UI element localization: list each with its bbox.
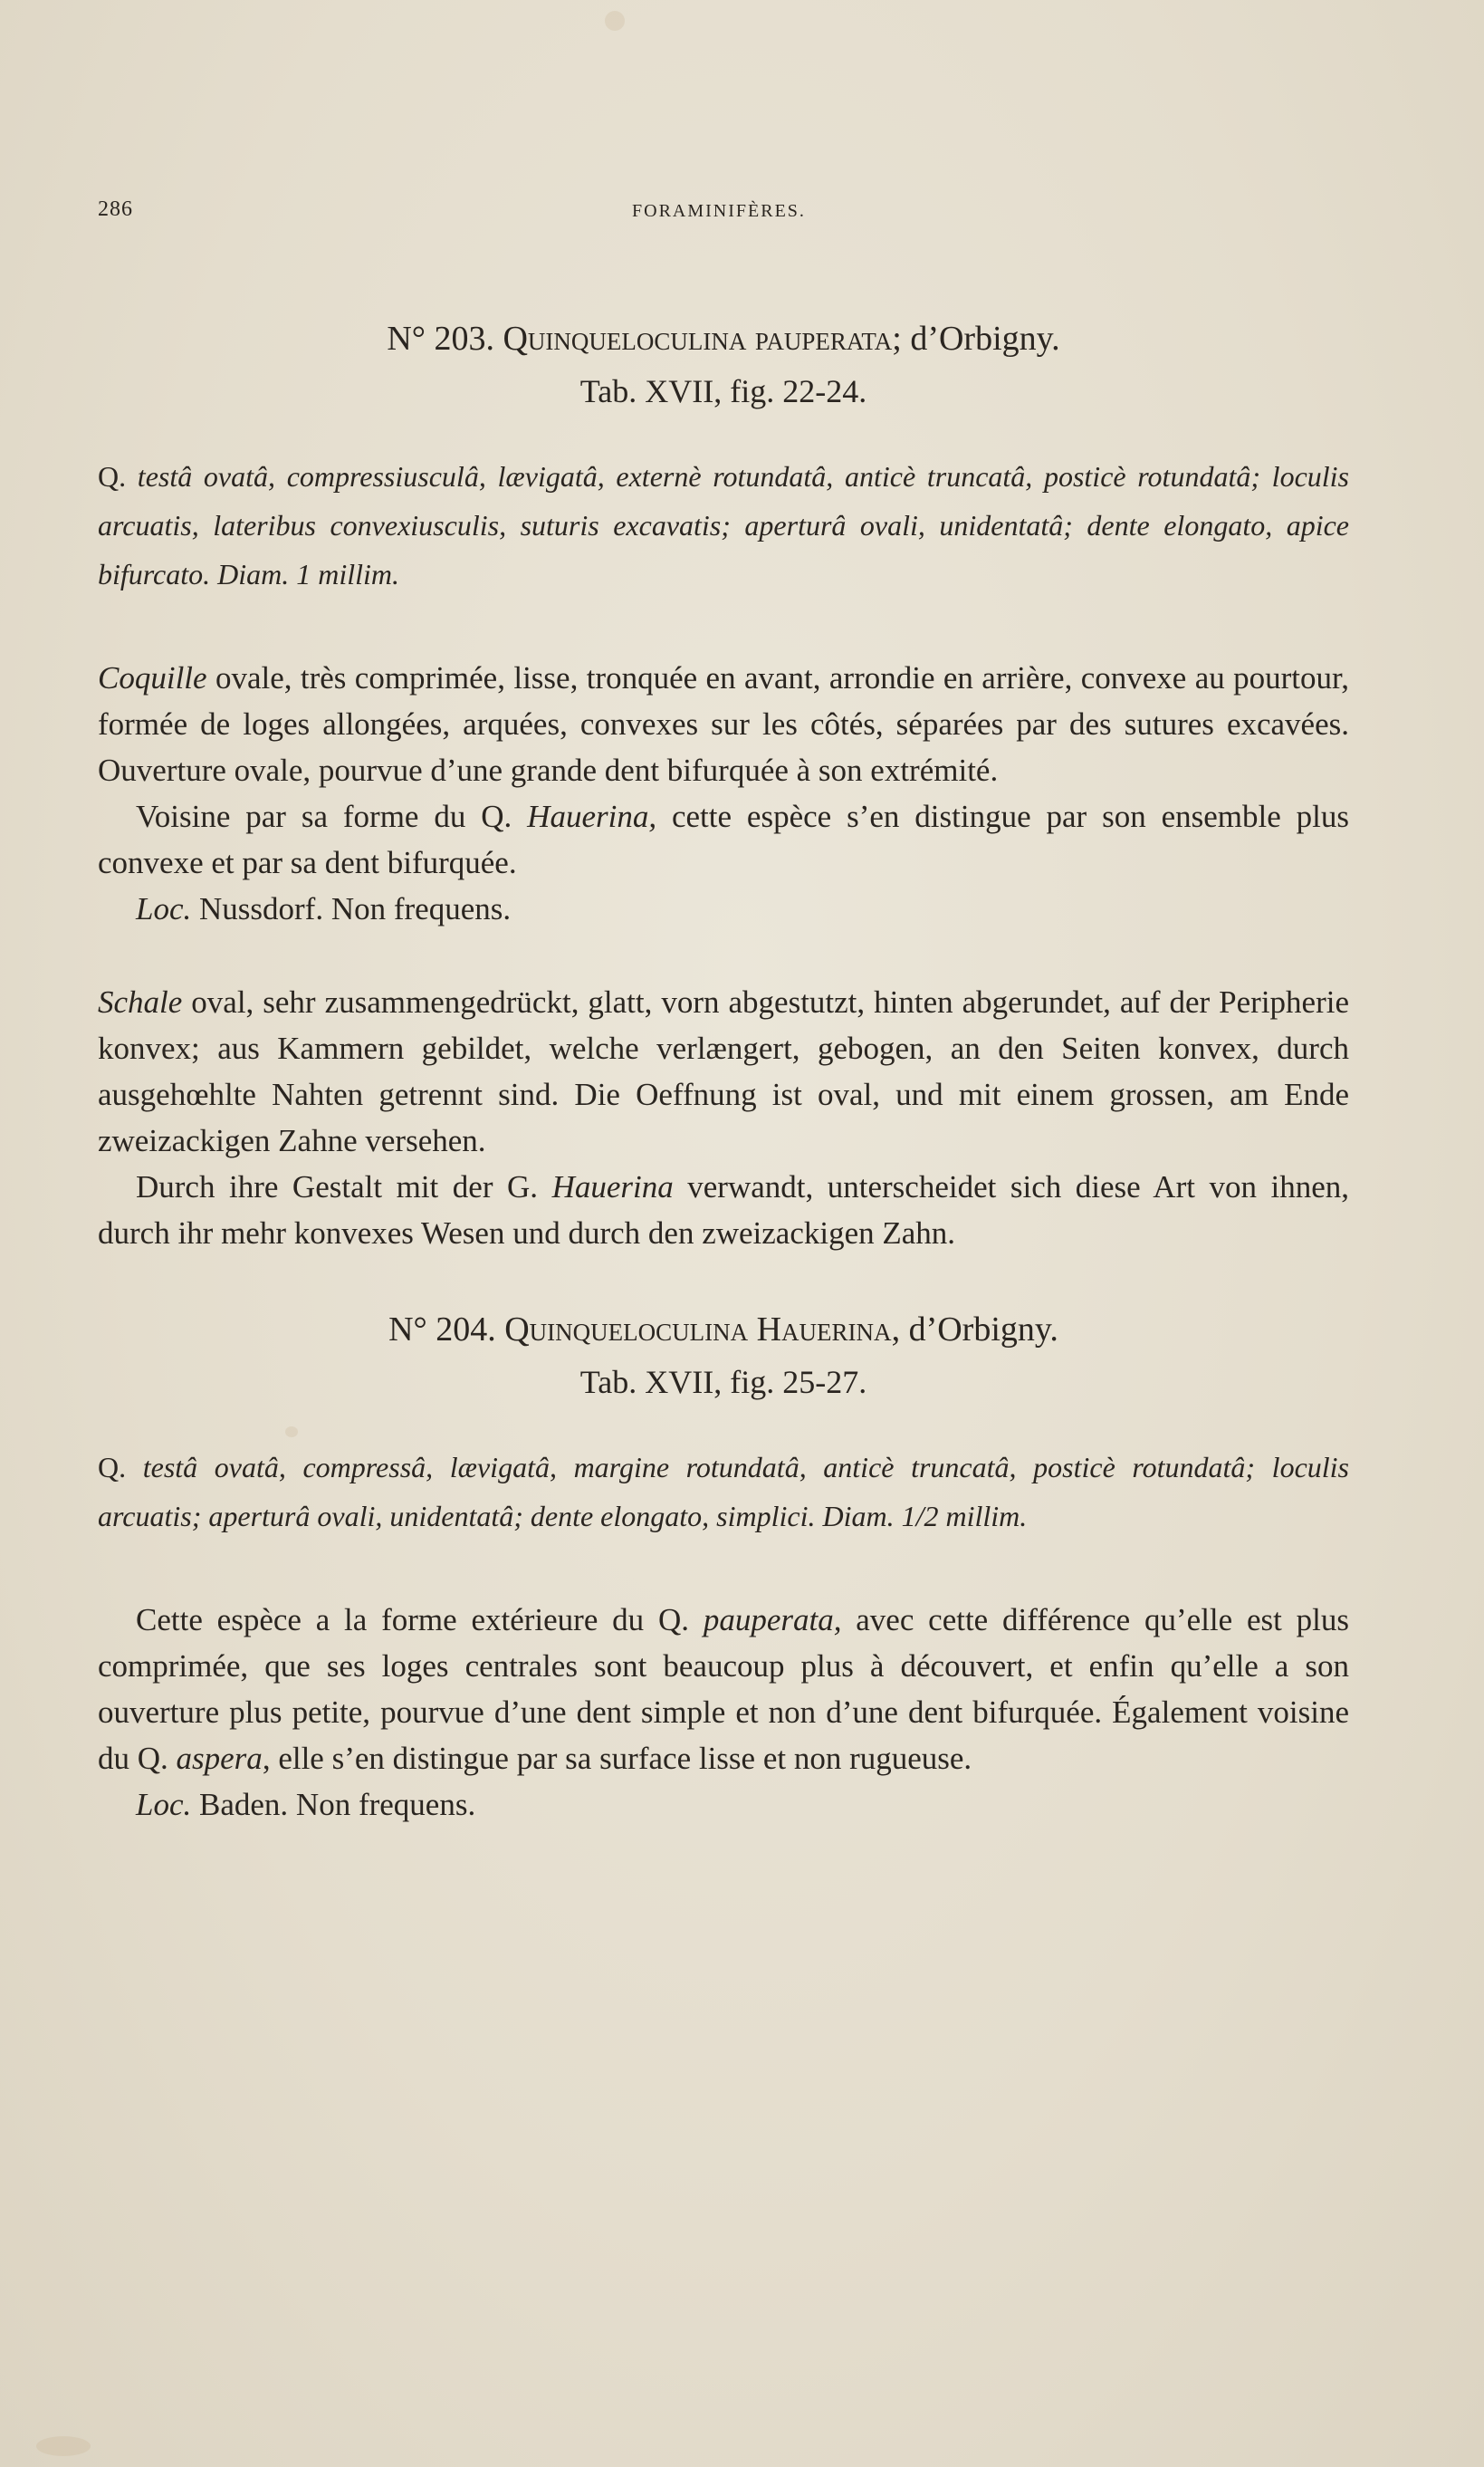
species-author: d’Orbigny. (908, 1310, 1058, 1349)
german-lead-word: Schale (98, 984, 183, 1020)
german-description (98, 979, 1349, 1164)
locality-line (98, 1781, 1349, 1828)
locality-label: Loc. (136, 1787, 192, 1822)
foxing-spot (605, 11, 625, 31)
title-separator: , (891, 1310, 901, 1349)
comparison-text: verwandt, unterscheidet sich diese Art von ihnen, durch ihr mehr konvexes Wesen und durch den zweizackigen Zahn. (98, 1169, 1350, 1251)
french-description-text: ovale, très comprimée, lisse, tronquée en avant, arrondie en arrière, convexe au pourtour, formée de loges allongées, arquées, convexes sur les côtés, séparées par des sutures excavées. Ouverture ovale, pourvue d’une grande dent bifurquée à son extrémité. (98, 660, 1349, 788)
german-comparison (98, 1164, 1349, 1256)
locality-text: Baden. Non frequens. (191, 1787, 476, 1822)
page-header (98, 197, 1349, 234)
french-description (98, 655, 1349, 793)
genus-abbreviation: Q. (98, 460, 127, 493)
species-name: Quinqueloculina pauperata (503, 320, 893, 358)
comparison-text: Voisine par sa forme du Q. (136, 799, 528, 834)
page-number: 286 (98, 197, 133, 221)
entry-title (98, 312, 1349, 365)
latin-diagnosis (98, 452, 1349, 599)
latin-diagnosis (98, 1443, 1349, 1541)
compared-species: Hauerina, (527, 799, 657, 834)
genus-abbreviation: Q. (98, 1451, 127, 1483)
species-entry-204 (98, 1303, 1349, 1828)
french-description-text: Cette espèce a la forme extérieure du Q. (136, 1602, 704, 1637)
french-description-text: , elle s’en distingue par sa surface lisse et non rugueuse. (262, 1741, 972, 1776)
compared-species: Hauerina (551, 1169, 674, 1205)
german-description-text: oval, sehr zusammengedrückt, glatt, vorn abgestutzt, hinten abgerundet, auf der Peripherie konvex; aus Kammern gebildet, welche verlængert, gebogen, an den Seiten konvex, durch ausgehœhlte Nahten getrennt sind. Die Oeffnung ist oval, und mit einem grossen, am Ende zweizackigen Zahne versehen. (98, 984, 1349, 1158)
foxing-spot (36, 2436, 91, 2456)
locality-text: Nussdorf. Non frequens. (191, 891, 512, 926)
french-comparison (98, 793, 1349, 886)
plate-reference: Tab. XVII, fig. 22-24. (579, 373, 867, 409)
locality-line (98, 886, 1349, 932)
comparison-text: Durch ihre Gestalt mit der G. (136, 1169, 552, 1205)
compared-species: pauperata, (703, 1602, 842, 1637)
latin-description: testâ ovatâ, compressâ, lævigatâ, margine rotundatâ, anticè truncatâ, posticè rotundatâ; loculis arcuatis; aperturâ ovali, unidentatâ; dente elongato, simplici. Diam. 1/2 millim. (98, 1451, 1350, 1532)
french-description-text: avec cette différence qu’elle est plus comprimée, que ses loges centrales sont beaucoup plus à découvert, et enfin qu’elle a son ouverture plus petite, pourvue d’une dent simple et non d’une dent bifurquée. Également voisine du Q. (98, 1602, 1349, 1776)
entry-number: N° 204. (388, 1310, 496, 1349)
species-author: d’Orbigny. (910, 320, 1060, 358)
compared-species: aspera (176, 1741, 263, 1776)
entry-number: N° 203. (387, 320, 494, 358)
entry-title (98, 1303, 1349, 1356)
french-lead-word: Coquille (98, 660, 207, 696)
running-head: FORAMINIFÈRES. (632, 201, 806, 221)
french-description (98, 1597, 1349, 1781)
latin-description: testâ ovatâ, compressiusculâ, lævigatâ, externè rotundatâ, anticè truncatâ, posticè rotundatâ; loculis arcuatis, lateribus convexiusculis, suturis excavatis; aperturâ ovali, unidentatâ; dente elongato, apice bifurcato. Diam. 1 millim. (98, 460, 1350, 590)
locality-label: Loc. (136, 891, 192, 926)
title-separator: ; (892, 320, 902, 358)
species-name: Quinqueloculina Hauerina (504, 1310, 892, 1349)
plate-reference: Tab. XVII, fig. 25-27. (579, 1364, 867, 1400)
page-content (98, 312, 1349, 1828)
comparison-text: cette espèce s’en distingue par son ensemble plus convexe et par sa dent bifurquée. (98, 799, 1349, 880)
species-entry-203 (98, 312, 1349, 1256)
